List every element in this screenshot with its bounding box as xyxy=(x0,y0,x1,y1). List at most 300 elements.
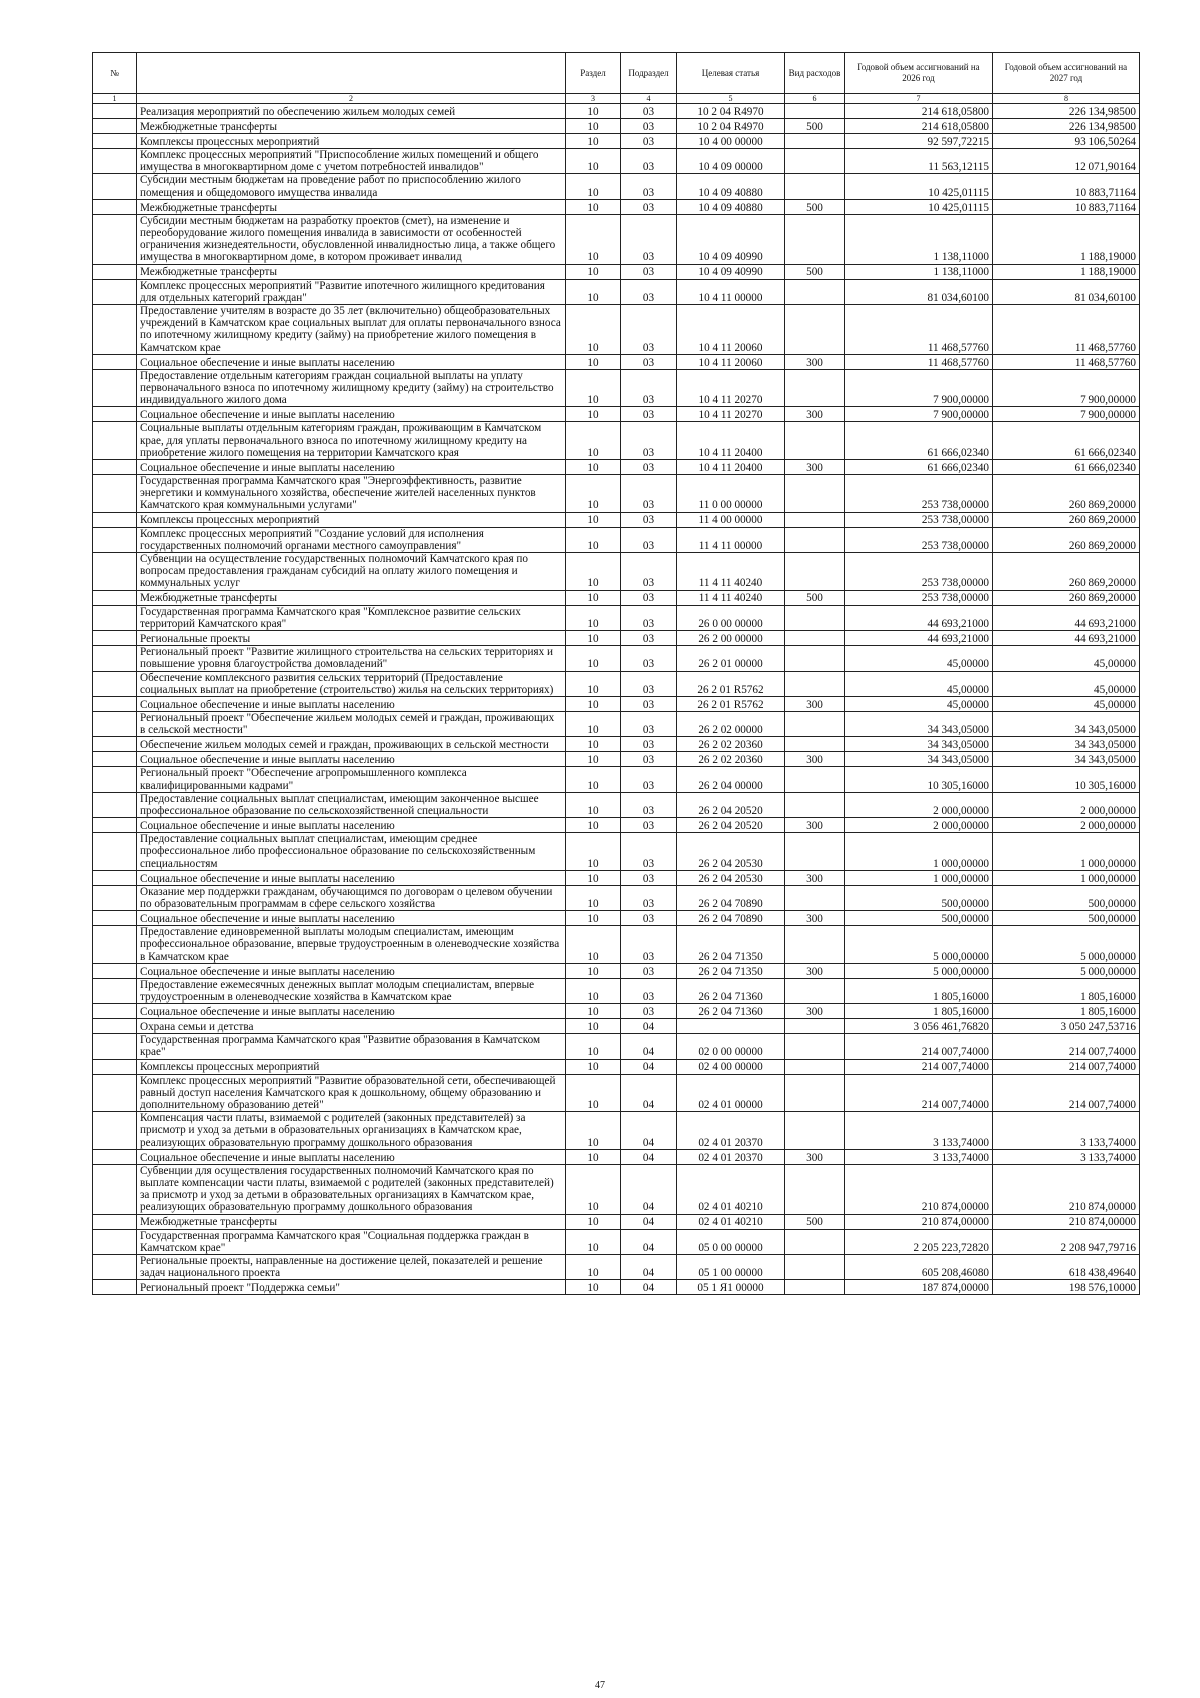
row-section-cell: 10 xyxy=(566,671,621,696)
row-expense-type-cell xyxy=(785,279,845,304)
row-target-item-cell: 02 4 01 40210 xyxy=(677,1214,785,1229)
row-number-cell xyxy=(93,174,137,199)
row-target-item-cell: 11 4 11 00000 xyxy=(677,527,785,552)
row-number-cell xyxy=(93,369,137,407)
row-expense-type-cell: 300 xyxy=(785,460,845,475)
row-volume-2027-cell: 500,00000 xyxy=(993,911,1140,926)
row-name-cell: Социальное обеспечение и иные выплаты населению xyxy=(137,696,566,711)
row-name-cell: Комплекс процессных мероприятий "Развитие образовательной сети, обеспечивающей равный доступ населения Камчатского края к дошкольному, общему образованию и дополнительному образованию детей" xyxy=(137,1074,566,1112)
row-name-cell: Социальное обеспечение и иные выплаты населению xyxy=(137,354,566,369)
table-row xyxy=(93,199,1140,214)
row-target-item-cell: 02 4 00 00000 xyxy=(677,1059,785,1074)
row-section-cell: 10 xyxy=(566,711,621,736)
row-name-cell: Межбюджетные трансферты xyxy=(137,264,566,279)
row-volume-2027-cell: 93 106,50264 xyxy=(993,134,1140,149)
row-volume-2026-cell: 45,00000 xyxy=(845,696,993,711)
row-volume-2026-cell: 214 007,74000 xyxy=(845,1074,993,1112)
row-name-cell: Оказание мер поддержки гражданам, обучающимся по договорам о целевом обучении по образовательным программам в сфере сельского хозяйства xyxy=(137,885,566,910)
row-expense-type-cell xyxy=(785,1074,845,1112)
row-section-cell: 10 xyxy=(566,590,621,605)
row-volume-2026-cell: 5 000,00000 xyxy=(845,963,993,978)
col-number-label: 2 xyxy=(137,94,566,104)
row-volume-2026-cell: 2 000,00000 xyxy=(845,818,993,833)
row-section-cell: 10 xyxy=(566,1255,621,1280)
row-section-cell: 10 xyxy=(566,119,621,134)
row-expense-type-cell: 500 xyxy=(785,264,845,279)
row-volume-2027-cell: 2 208 947,79716 xyxy=(993,1229,1140,1254)
col-header-section: Раздел xyxy=(566,53,621,94)
col-header-volume-2027: Годовой объем ассигнований на 2027 год xyxy=(993,53,1140,94)
row-volume-2026-cell: 2 205 223,72820 xyxy=(845,1229,993,1254)
row-expense-type-cell xyxy=(785,605,845,630)
row-section-cell: 10 xyxy=(566,1280,621,1295)
row-volume-2027-cell: 260 869,20000 xyxy=(993,475,1140,513)
row-section-cell: 10 xyxy=(566,818,621,833)
table-row xyxy=(93,214,1140,264)
row-volume-2027-cell: 1 805,16000 xyxy=(993,978,1140,1003)
row-target-item-cell: 26 2 02 20360 xyxy=(677,737,785,752)
row-section-cell: 10 xyxy=(566,199,621,214)
row-section-cell: 10 xyxy=(566,911,621,926)
row-number-cell xyxy=(93,104,137,119)
row-section-cell: 10 xyxy=(566,512,621,527)
row-target-item-cell: 26 2 01 00000 xyxy=(677,646,785,671)
table-row xyxy=(93,264,1140,279)
row-expense-type-cell xyxy=(785,1034,845,1059)
table-row xyxy=(93,590,1140,605)
row-expense-type-cell xyxy=(785,792,845,817)
row-name-cell: Комплексы процессных мероприятий xyxy=(137,134,566,149)
row-target-item-cell: 05 1 00 00000 xyxy=(677,1255,785,1280)
col-header-number: № xyxy=(93,53,137,94)
row-expense-type-cell: 300 xyxy=(785,407,845,422)
row-section-cell: 10 xyxy=(566,792,621,817)
row-target-item-cell: 26 2 02 00000 xyxy=(677,711,785,736)
row-target-item-cell: 26 2 04 71350 xyxy=(677,963,785,978)
row-name-cell: Охрана семьи и детства xyxy=(137,1019,566,1034)
row-subsection-cell: 03 xyxy=(621,553,677,591)
table-row xyxy=(93,737,1140,752)
row-section-cell: 10 xyxy=(566,752,621,767)
row-subsection-cell: 04 xyxy=(621,1059,677,1074)
row-target-item-cell: 10 4 11 20400 xyxy=(677,460,785,475)
row-volume-2026-cell: 3 056 461,76820 xyxy=(845,1019,993,1034)
row-number-cell xyxy=(93,149,137,174)
row-volume-2027-cell: 45,00000 xyxy=(993,671,1140,696)
row-name-cell: Предоставление социальных выплат специалистам, имеющим законченное высшее профессиональное образование по сельскохозяйственной специальности xyxy=(137,792,566,817)
row-number-cell xyxy=(93,671,137,696)
row-name-cell: Социальное обеспечение и иные выплаты населению xyxy=(137,818,566,833)
row-subsection-cell: 03 xyxy=(621,605,677,630)
row-subsection-cell: 04 xyxy=(621,1034,677,1059)
row-name-cell: Компенсация части платы, взимаемой с родителей (законных представителей) за присмотр и уход за детьми в образовательных организациях в Камчатском крае, реализующих образовательную программу дошкольного образования xyxy=(137,1112,566,1150)
row-volume-2027-cell: 45,00000 xyxy=(993,646,1140,671)
row-target-item-cell: 26 2 00 00000 xyxy=(677,631,785,646)
row-section-cell: 10 xyxy=(566,1019,621,1034)
row-subsection-cell: 04 xyxy=(621,1074,677,1112)
row-name-cell: Государственная программа Камчатского края "Развитие образования в Камчатском крае" xyxy=(137,1034,566,1059)
row-subsection-cell: 03 xyxy=(621,696,677,711)
row-volume-2027-cell: 260 869,20000 xyxy=(993,553,1140,591)
row-name-cell: Социальное обеспечение и иные выплаты населению xyxy=(137,1004,566,1019)
row-target-item-cell: 26 2 04 20530 xyxy=(677,870,785,885)
row-volume-2026-cell: 10 425,01115 xyxy=(845,174,993,199)
table-row xyxy=(93,767,1140,792)
row-section-cell: 10 xyxy=(566,264,621,279)
row-target-item-cell: 10 4 11 20060 xyxy=(677,354,785,369)
row-subsection-cell: 03 xyxy=(621,264,677,279)
row-subsection-cell: 04 xyxy=(621,1019,677,1034)
row-expense-type-cell xyxy=(785,1112,845,1150)
row-target-item-cell: 10 4 09 40880 xyxy=(677,174,785,199)
row-expense-type-cell xyxy=(785,104,845,119)
table-row xyxy=(93,1059,1140,1074)
row-name-cell: Социальное обеспечение и иные выплаты населению xyxy=(137,460,566,475)
row-number-cell xyxy=(93,1149,137,1164)
row-expense-type-cell xyxy=(785,1229,845,1254)
col-number-label: 4 xyxy=(621,94,677,104)
row-section-cell: 10 xyxy=(566,407,621,422)
row-target-item-cell: 26 2 04 71350 xyxy=(677,926,785,964)
row-volume-2027-cell: 618 438,49640 xyxy=(993,1255,1140,1280)
row-volume-2027-cell: 7 900,00000 xyxy=(993,369,1140,407)
row-expense-type-cell xyxy=(785,767,845,792)
row-volume-2026-cell: 92 597,72215 xyxy=(845,134,993,149)
row-number-cell xyxy=(93,199,137,214)
row-name-cell: Социальные выплаты отдельным категориям граждан, проживающим в Камчатском крае, для уплаты первоначального взноса по ипотечному жилищному кредиту на приобретение жилого помещения на территории Камчатского края xyxy=(137,422,566,460)
row-name-cell: Региональный проект "Обеспечение жильем молодых семей и граждан, проживающих в сельской местности" xyxy=(137,711,566,736)
row-section-cell: 10 xyxy=(566,737,621,752)
row-section-cell: 10 xyxy=(566,696,621,711)
row-section-cell: 10 xyxy=(566,104,621,119)
row-subsection-cell: 03 xyxy=(621,671,677,696)
row-volume-2026-cell: 253 738,00000 xyxy=(845,475,993,513)
row-volume-2027-cell: 10 883,71164 xyxy=(993,174,1140,199)
row-subsection-cell: 04 xyxy=(621,1112,677,1150)
table-row xyxy=(93,926,1140,964)
row-volume-2026-cell: 3 133,74000 xyxy=(845,1149,993,1164)
row-target-item-cell: 26 2 04 20520 xyxy=(677,792,785,817)
table-row xyxy=(93,354,1140,369)
table-row xyxy=(93,119,1140,134)
row-section-cell: 10 xyxy=(566,631,621,646)
table-row xyxy=(93,1214,1140,1229)
row-expense-type-cell xyxy=(785,885,845,910)
row-name-cell: Региональный проект "Развитие жилищного строительства на сельских территориях и повышение уровня благоустройства домовладений" xyxy=(137,646,566,671)
row-name-cell: Социальное обеспечение и иные выплаты населению xyxy=(137,911,566,926)
row-volume-2026-cell: 44 693,21000 xyxy=(845,605,993,630)
table-row xyxy=(93,870,1140,885)
table-row xyxy=(93,1255,1140,1280)
row-number-cell xyxy=(93,1034,137,1059)
row-number-cell xyxy=(93,1280,137,1295)
row-section-cell: 10 xyxy=(566,767,621,792)
row-expense-type-cell: 300 xyxy=(785,354,845,369)
row-section-cell: 10 xyxy=(566,134,621,149)
table-row xyxy=(93,911,1140,926)
row-volume-2027-cell: 61 666,02340 xyxy=(993,460,1140,475)
row-number-cell xyxy=(93,1074,137,1112)
row-volume-2026-cell: 61 666,02340 xyxy=(845,422,993,460)
row-name-cell: Межбюджетные трансферты xyxy=(137,199,566,214)
row-volume-2026-cell: 210 874,00000 xyxy=(845,1214,993,1229)
row-volume-2026-cell: 5 000,00000 xyxy=(845,926,993,964)
row-volume-2027-cell: 2 000,00000 xyxy=(993,792,1140,817)
row-number-cell xyxy=(93,475,137,513)
table-row xyxy=(93,369,1140,407)
row-number-cell xyxy=(93,553,137,591)
table-row xyxy=(93,149,1140,174)
row-volume-2027-cell: 210 874,00000 xyxy=(993,1214,1140,1229)
row-subsection-cell: 04 xyxy=(621,1149,677,1164)
row-number-cell xyxy=(93,422,137,460)
row-volume-2027-cell: 260 869,20000 xyxy=(993,527,1140,552)
row-subsection-cell: 03 xyxy=(621,512,677,527)
row-subsection-cell: 03 xyxy=(621,149,677,174)
row-number-cell xyxy=(93,737,137,752)
row-subsection-cell: 03 xyxy=(621,737,677,752)
table-row xyxy=(93,460,1140,475)
row-name-cell: Межбюджетные трансферты xyxy=(137,119,566,134)
row-name-cell: Предоставление учителям в возрасте до 35 лет (включительно) общеобразовательных учреждений в Камчатском крае социальных выплат для оплаты первоначального взноса по ипотечному жилищному кредиту (займу) на приобретение жилого помещения в Камчатском крае xyxy=(137,305,566,355)
row-target-item-cell: 26 2 02 20360 xyxy=(677,752,785,767)
row-volume-2026-cell: 214 618,05800 xyxy=(845,104,993,119)
row-volume-2026-cell: 187 874,00000 xyxy=(845,1280,993,1295)
row-volume-2027-cell: 2 000,00000 xyxy=(993,818,1140,833)
row-section-cell: 10 xyxy=(566,926,621,964)
row-subsection-cell: 03 xyxy=(621,767,677,792)
row-expense-type-cell: 300 xyxy=(785,818,845,833)
row-section-cell: 10 xyxy=(566,1164,621,1214)
row-volume-2027-cell: 7 900,00000 xyxy=(993,407,1140,422)
col-number-label: 5 xyxy=(677,94,785,104)
row-name-cell: Государственная программа Камчатского края "Комплексное развитие сельских территорий Камчатского края" xyxy=(137,605,566,630)
row-expense-type-cell xyxy=(785,527,845,552)
row-volume-2026-cell: 253 738,00000 xyxy=(845,553,993,591)
table-row xyxy=(93,1112,1140,1150)
row-name-cell: Комплекс процессных мероприятий "Приспособление жилых помещений и общего имущества в многоквартирном доме с учетом потребностей инвалидов" xyxy=(137,149,566,174)
table-row xyxy=(93,407,1140,422)
row-section-cell: 10 xyxy=(566,214,621,264)
table-row xyxy=(93,978,1140,1003)
row-volume-2026-cell: 1 805,16000 xyxy=(845,1004,993,1019)
row-subsection-cell: 03 xyxy=(621,104,677,119)
row-target-item-cell: 10 4 00 00000 xyxy=(677,134,785,149)
row-number-cell xyxy=(93,590,137,605)
row-volume-2026-cell: 210 874,00000 xyxy=(845,1164,993,1214)
row-volume-2027-cell: 1 805,16000 xyxy=(993,1004,1140,1019)
row-subsection-cell: 03 xyxy=(621,475,677,513)
row-subsection-cell: 03 xyxy=(621,631,677,646)
row-volume-2026-cell: 10 305,16000 xyxy=(845,767,993,792)
row-volume-2027-cell: 12 071,90164 xyxy=(993,149,1140,174)
row-number-cell xyxy=(93,214,137,264)
row-volume-2026-cell: 605 208,46080 xyxy=(845,1255,993,1280)
row-number-cell xyxy=(93,264,137,279)
row-number-cell xyxy=(93,1112,137,1150)
row-expense-type-cell xyxy=(785,711,845,736)
row-section-cell: 10 xyxy=(566,646,621,671)
row-expense-type-cell: 300 xyxy=(785,963,845,978)
row-subsection-cell: 03 xyxy=(621,926,677,964)
row-expense-type-cell: 300 xyxy=(785,752,845,767)
row-volume-2026-cell: 7 900,00000 xyxy=(845,369,993,407)
row-volume-2027-cell: 11 468,57760 xyxy=(993,354,1140,369)
table-row xyxy=(93,1280,1140,1295)
row-section-cell: 10 xyxy=(566,885,621,910)
table-row xyxy=(93,104,1140,119)
row-volume-2026-cell: 11 563,12115 xyxy=(845,149,993,174)
row-subsection-cell: 03 xyxy=(621,407,677,422)
row-volume-2026-cell: 1 000,00000 xyxy=(845,833,993,871)
table-row xyxy=(93,553,1140,591)
row-volume-2026-cell: 500,00000 xyxy=(845,885,993,910)
row-volume-2027-cell: 500,00000 xyxy=(993,885,1140,910)
row-volume-2027-cell: 34 343,05000 xyxy=(993,711,1140,736)
row-volume-2027-cell: 210 874,00000 xyxy=(993,1164,1140,1214)
row-subsection-cell: 03 xyxy=(621,833,677,871)
row-volume-2026-cell: 11 468,57760 xyxy=(845,354,993,369)
row-target-item-cell: 02 0 00 00000 xyxy=(677,1034,785,1059)
row-section-cell: 10 xyxy=(566,605,621,630)
row-target-item-cell: 26 2 04 70890 xyxy=(677,885,785,910)
table-row xyxy=(93,646,1140,671)
row-expense-type-cell: 300 xyxy=(785,1004,845,1019)
row-volume-2026-cell: 81 034,60100 xyxy=(845,279,993,304)
row-name-cell: Государственная программа Камчатского края "Энергоэффективность, развитие энергетики и коммунального хозяйства, обеспечение жителей населенных пунктов Камчатского края коммунальными услугами" xyxy=(137,475,566,513)
table-row xyxy=(93,605,1140,630)
row-volume-2027-cell: 1 000,00000 xyxy=(993,833,1140,871)
row-section-cell: 10 xyxy=(566,279,621,304)
row-number-cell xyxy=(93,926,137,964)
row-volume-2026-cell: 214 007,74000 xyxy=(845,1059,993,1074)
row-name-cell: Обеспечение жильем молодых семей и граждан, проживающих в сельской местности xyxy=(137,737,566,752)
col-header-expense-type: Вид расходов xyxy=(785,53,845,94)
row-volume-2027-cell: 34 343,05000 xyxy=(993,737,1140,752)
table-row xyxy=(93,305,1140,355)
row-volume-2027-cell: 260 869,20000 xyxy=(993,512,1140,527)
row-subsection-cell: 04 xyxy=(621,1164,677,1214)
row-volume-2026-cell: 45,00000 xyxy=(845,671,993,696)
row-target-item-cell: 11 4 11 40240 xyxy=(677,553,785,591)
row-number-cell xyxy=(93,792,137,817)
table-row xyxy=(93,512,1140,527)
row-volume-2027-cell: 5 000,00000 xyxy=(993,926,1140,964)
row-volume-2027-cell: 198 576,10000 xyxy=(993,1280,1140,1295)
row-subsection-cell: 03 xyxy=(621,527,677,552)
row-volume-2026-cell: 1 138,11000 xyxy=(845,264,993,279)
table-row xyxy=(93,631,1140,646)
row-section-cell: 10 xyxy=(566,870,621,885)
row-volume-2026-cell: 44 693,21000 xyxy=(845,631,993,646)
table-row xyxy=(93,671,1140,696)
row-number-cell xyxy=(93,911,137,926)
row-expense-type-cell xyxy=(785,1019,845,1034)
row-target-item-cell: 26 2 04 71360 xyxy=(677,1004,785,1019)
row-volume-2027-cell: 260 869,20000 xyxy=(993,590,1140,605)
row-number-cell xyxy=(93,1214,137,1229)
row-name-cell: Межбюджетные трансферты xyxy=(137,1214,566,1229)
row-subsection-cell: 03 xyxy=(621,134,677,149)
row-expense-type-cell xyxy=(785,422,845,460)
row-section-cell: 10 xyxy=(566,354,621,369)
row-number-cell xyxy=(93,460,137,475)
row-target-item-cell: 26 2 04 71360 xyxy=(677,978,785,1003)
row-subsection-cell: 03 xyxy=(621,279,677,304)
row-expense-type-cell xyxy=(785,1280,845,1295)
row-name-cell: Региональные проекты xyxy=(137,631,566,646)
row-subsection-cell: 03 xyxy=(621,963,677,978)
row-subsection-cell: 03 xyxy=(621,818,677,833)
row-number-cell xyxy=(93,818,137,833)
row-number-cell xyxy=(93,354,137,369)
row-name-cell: Предоставление ежемесячных денежных выплат молодым специалистам, впервые трудоустроенным в оленеводческие хозяйства в Камчатском крае xyxy=(137,978,566,1003)
row-subsection-cell: 03 xyxy=(621,214,677,264)
row-expense-type-cell xyxy=(785,926,845,964)
row-number-cell xyxy=(93,1004,137,1019)
row-volume-2027-cell: 44 693,21000 xyxy=(993,631,1140,646)
table-row xyxy=(93,1229,1140,1254)
table-row xyxy=(93,818,1140,833)
row-volume-2026-cell: 7 900,00000 xyxy=(845,407,993,422)
row-subsection-cell: 03 xyxy=(621,199,677,214)
row-subsection-cell: 03 xyxy=(621,978,677,1003)
row-volume-2026-cell: 34 343,05000 xyxy=(845,711,993,736)
row-number-cell xyxy=(93,279,137,304)
row-target-item-cell: 26 0 00 00000 xyxy=(677,605,785,630)
row-volume-2027-cell: 214 007,74000 xyxy=(993,1059,1140,1074)
row-target-item-cell: 02 4 01 20370 xyxy=(677,1112,785,1150)
row-section-cell: 10 xyxy=(566,1004,621,1019)
row-name-cell: Социальное обеспечение и иные выплаты населению xyxy=(137,963,566,978)
row-section-cell: 10 xyxy=(566,553,621,591)
table-row xyxy=(93,527,1140,552)
row-volume-2026-cell: 45,00000 xyxy=(845,646,993,671)
row-name-cell: Предоставление социальных выплат специалистам, имеющим среднее профессиональное либо профессиональное образование по сельскохозяйственным специальностям xyxy=(137,833,566,871)
row-section-cell: 10 xyxy=(566,174,621,199)
table-row xyxy=(93,1004,1140,1019)
row-expense-type-cell: 500 xyxy=(785,590,845,605)
row-number-cell xyxy=(93,527,137,552)
col-number-label: 6 xyxy=(785,94,845,104)
table-row xyxy=(93,792,1140,817)
row-name-cell: Комплексы процессных мероприятий xyxy=(137,512,566,527)
row-target-item-cell: 02 4 01 20370 xyxy=(677,1149,785,1164)
row-target-item-cell: 10 4 11 20270 xyxy=(677,369,785,407)
row-section-cell: 10 xyxy=(566,422,621,460)
row-subsection-cell: 03 xyxy=(621,590,677,605)
row-name-cell: Социальное обеспечение и иные выплаты населению xyxy=(137,870,566,885)
row-subsection-cell: 03 xyxy=(621,119,677,134)
row-subsection-cell: 03 xyxy=(621,174,677,199)
row-expense-type-cell: 500 xyxy=(785,119,845,134)
row-subsection-cell: 03 xyxy=(621,305,677,355)
row-expense-type-cell xyxy=(785,369,845,407)
row-target-item-cell: 10 2 04 R4970 xyxy=(677,119,785,134)
row-subsection-cell: 04 xyxy=(621,1229,677,1254)
row-volume-2027-cell: 3 050 247,53716 xyxy=(993,1019,1140,1034)
table-row xyxy=(93,711,1140,736)
col-header-target-item: Целевая статья xyxy=(677,53,785,94)
row-expense-type-cell xyxy=(785,671,845,696)
row-number-cell xyxy=(93,305,137,355)
row-name-cell: Субвенции для осуществления государственных полномочий Камчатского края по выплате компенсации части платы, взимаемой с родителей (законных представителей) за присмотр и уход за детьми в образовательных организациях в Камчатском крае, реализующих образовательную программу дошкольного образования xyxy=(137,1164,566,1214)
row-name-cell: Комплекс процессных мероприятий "Развитие ипотечного жилищного кредитования для отдельных категорий граждан" xyxy=(137,279,566,304)
row-expense-type-cell xyxy=(785,553,845,591)
row-expense-type-cell xyxy=(785,646,845,671)
row-subsection-cell: 03 xyxy=(621,911,677,926)
row-number-cell xyxy=(93,631,137,646)
